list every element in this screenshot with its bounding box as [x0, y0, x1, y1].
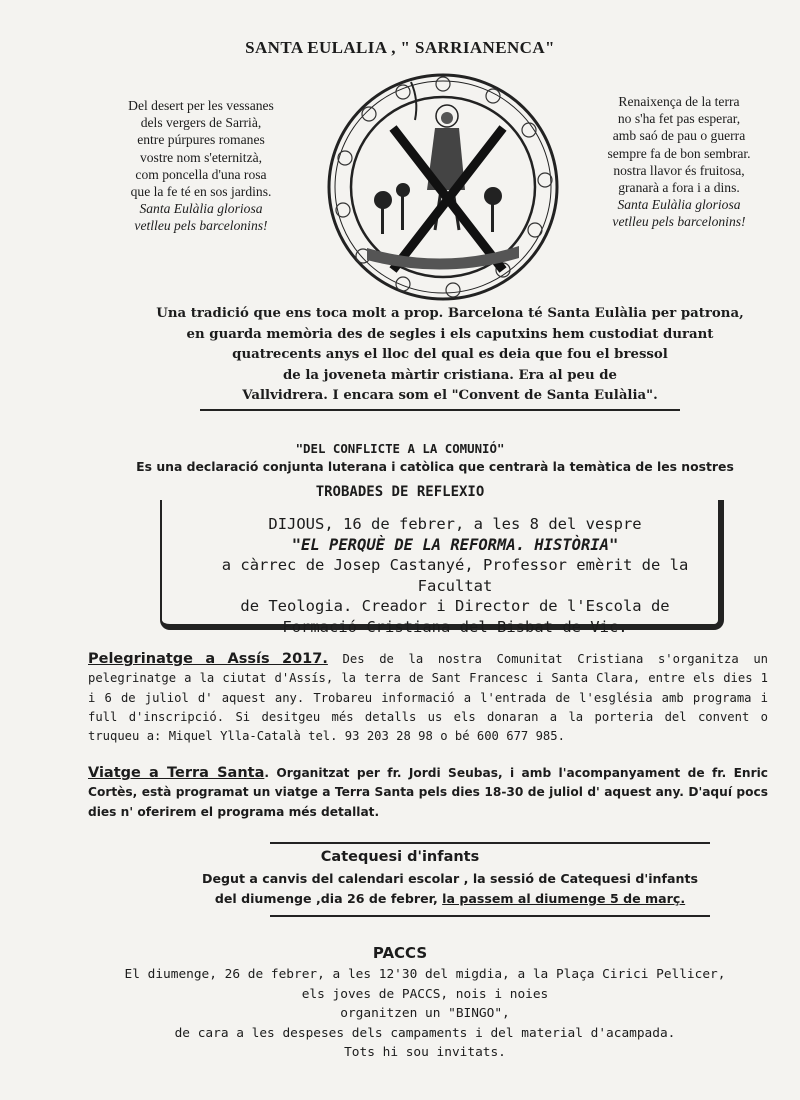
poem-refrain: vetlleu pels barcelonins!	[134, 218, 268, 234]
catechesis-date: del diumenge ,dia 26 de febrer,	[214, 891, 443, 906]
trip-heading: Viatge a Terra Santa	[88, 765, 265, 781]
poem-line: Renaixença de la terra	[618, 94, 740, 109]
talk-speaker: a càrrec de Josep Castanyé, Professor emèrit de la Facultat	[221, 556, 689, 595]
poem-line: com poncella d'una rosa	[135, 166, 267, 182]
talk-details	[190, 514, 720, 637]
poem-line: nostra llavor és fruitosa,	[613, 162, 745, 178]
poem-line: entre púrpures romanes	[137, 132, 265, 148]
talk-date: DIJOUS, 16 de febrer, a les 8 del vespre	[268, 515, 642, 533]
pilgrimage-heading: Pelegrinatge a Assís 2017.	[88, 651, 328, 667]
tradition-line: Vallvidrera. I encara som el "Convent de Santa Eulàlia".	[242, 388, 658, 403]
divider	[270, 915, 710, 917]
paccs-line: els joves de PACCS, nois i noies	[301, 986, 549, 1002]
talk-title: "EL PERQUÈ DE LA REFORMA. HISTÒRIA"	[291, 535, 619, 554]
catechesis-line: Degut a canvis del calendari escolar , la sessió de Catequesi d'infants	[202, 871, 698, 886]
poem-line: no s'ha fet pas esperar,	[617, 111, 741, 127]
paccs-title: PACCS	[372, 944, 428, 962]
tradition-line: Una tradició que ens toca molt a prop. Barcelona té Santa Eulàlia per patrona,	[156, 306, 744, 321]
conflict-declaration: Es una declaració conjunta luterana i catòlica que centrarà la temàtica de les nostres	[136, 459, 734, 474]
paccs-line: El diumenge, 26 de febrer, a les 12'30 del migdia, a la Plaça Cirici Pellicer,	[124, 967, 726, 982]
poem-line: Del desert per les vessanes	[128, 98, 274, 113]
trip-paragraph	[88, 764, 768, 822]
catechesis-text	[150, 869, 750, 909]
paccs-line: organitzen un "BINGO",	[340, 1006, 510, 1021]
poem-line: que la fe té en sos jardins.	[130, 184, 272, 200]
poem-line: sempre fa de bon sembrar.	[607, 145, 751, 161]
poem-refrain: Santa Eulàlia gloriosa	[617, 197, 741, 213]
poem-line: dels vergers de Sarrià,	[140, 115, 262, 131]
talk-speaker: de Teologia. Creador i Director de l'Escola de	[240, 597, 670, 615]
poem-line: granarà a fora i a dins.	[618, 180, 740, 196]
tradition-line: en guarda memòria des de segles i els caputxins hem custodiat durant	[186, 326, 714, 342]
catechesis-title: Catequesi d'infants	[320, 849, 480, 865]
trip-text: . Organitzat per fr. Jordi Seubas, i amb l'acompanyament de fr. Enric Cortès, està programat un viatge a Terra Santa pels dies 18-30 de juliol d' aquest any. D'aquí pocs dies n' oferirem el programa més detallat.	[88, 766, 768, 819]
saint-eulalia-cross-emblem	[323, 70, 563, 304]
paccs-line: de cara a les despeses dels campaments i del material d'acampada.	[174, 1025, 676, 1041]
poem-line: amb saó de pau o guerra	[612, 128, 746, 144]
paccs-line: Tots hi sou invitats.	[344, 1045, 506, 1060]
poem-line: vostre nom s'eternitzà,	[139, 149, 263, 165]
talk-speaker: Formació Cristiana del Bisbat de Vic.	[282, 617, 628, 636]
poem-refrain: Santa Eulàlia gloriosa	[139, 201, 263, 217]
divider	[270, 842, 710, 844]
conflict-title: "DEL CONFLICTE A LA COMUNIÓ"	[295, 441, 505, 456]
trobades-title: TROBADES DE REFLEXIO	[315, 484, 485, 500]
catechesis-line	[150, 889, 750, 909]
poem-left	[96, 97, 306, 235]
tradition-line: quatrecents anys el lloc del qual es deia que fou el bressol	[232, 347, 668, 362]
paccs-text	[100, 965, 750, 1063]
tradition-line: de la joveneta màrtir cristiana. Era al peu de	[282, 367, 618, 383]
catechesis-new-date: la passem al diumenge 5 de març.	[442, 891, 686, 906]
pilgrimage-text: Des de la nostra Comunitat Cristiana s'organitza un pelegrinatge a la ciutat d'Assís, la terra de Sant Francesc i Santa Clara, entre els dies 1 i 6 de juliol d' aquest any. Trobareu informació a l'entrada de l'església amb programa i full d'inscripció. Si desitgeu més detalls us els donaran a la porteria del convent o truqueu a: Miquel Ylla-Català tel. 93 203 28 98 o bé 600 677 985.	[88, 652, 768, 744]
tradition-paragraph	[120, 304, 780, 407]
page-title: SANTA EULALIA , " SARRIANENCA"	[245, 38, 555, 57]
pilgrimage-paragraph	[88, 650, 768, 746]
poem-right	[574, 93, 784, 231]
poem-refrain: vetlleu pels barcelonins!	[612, 214, 746, 230]
divider	[200, 409, 680, 411]
